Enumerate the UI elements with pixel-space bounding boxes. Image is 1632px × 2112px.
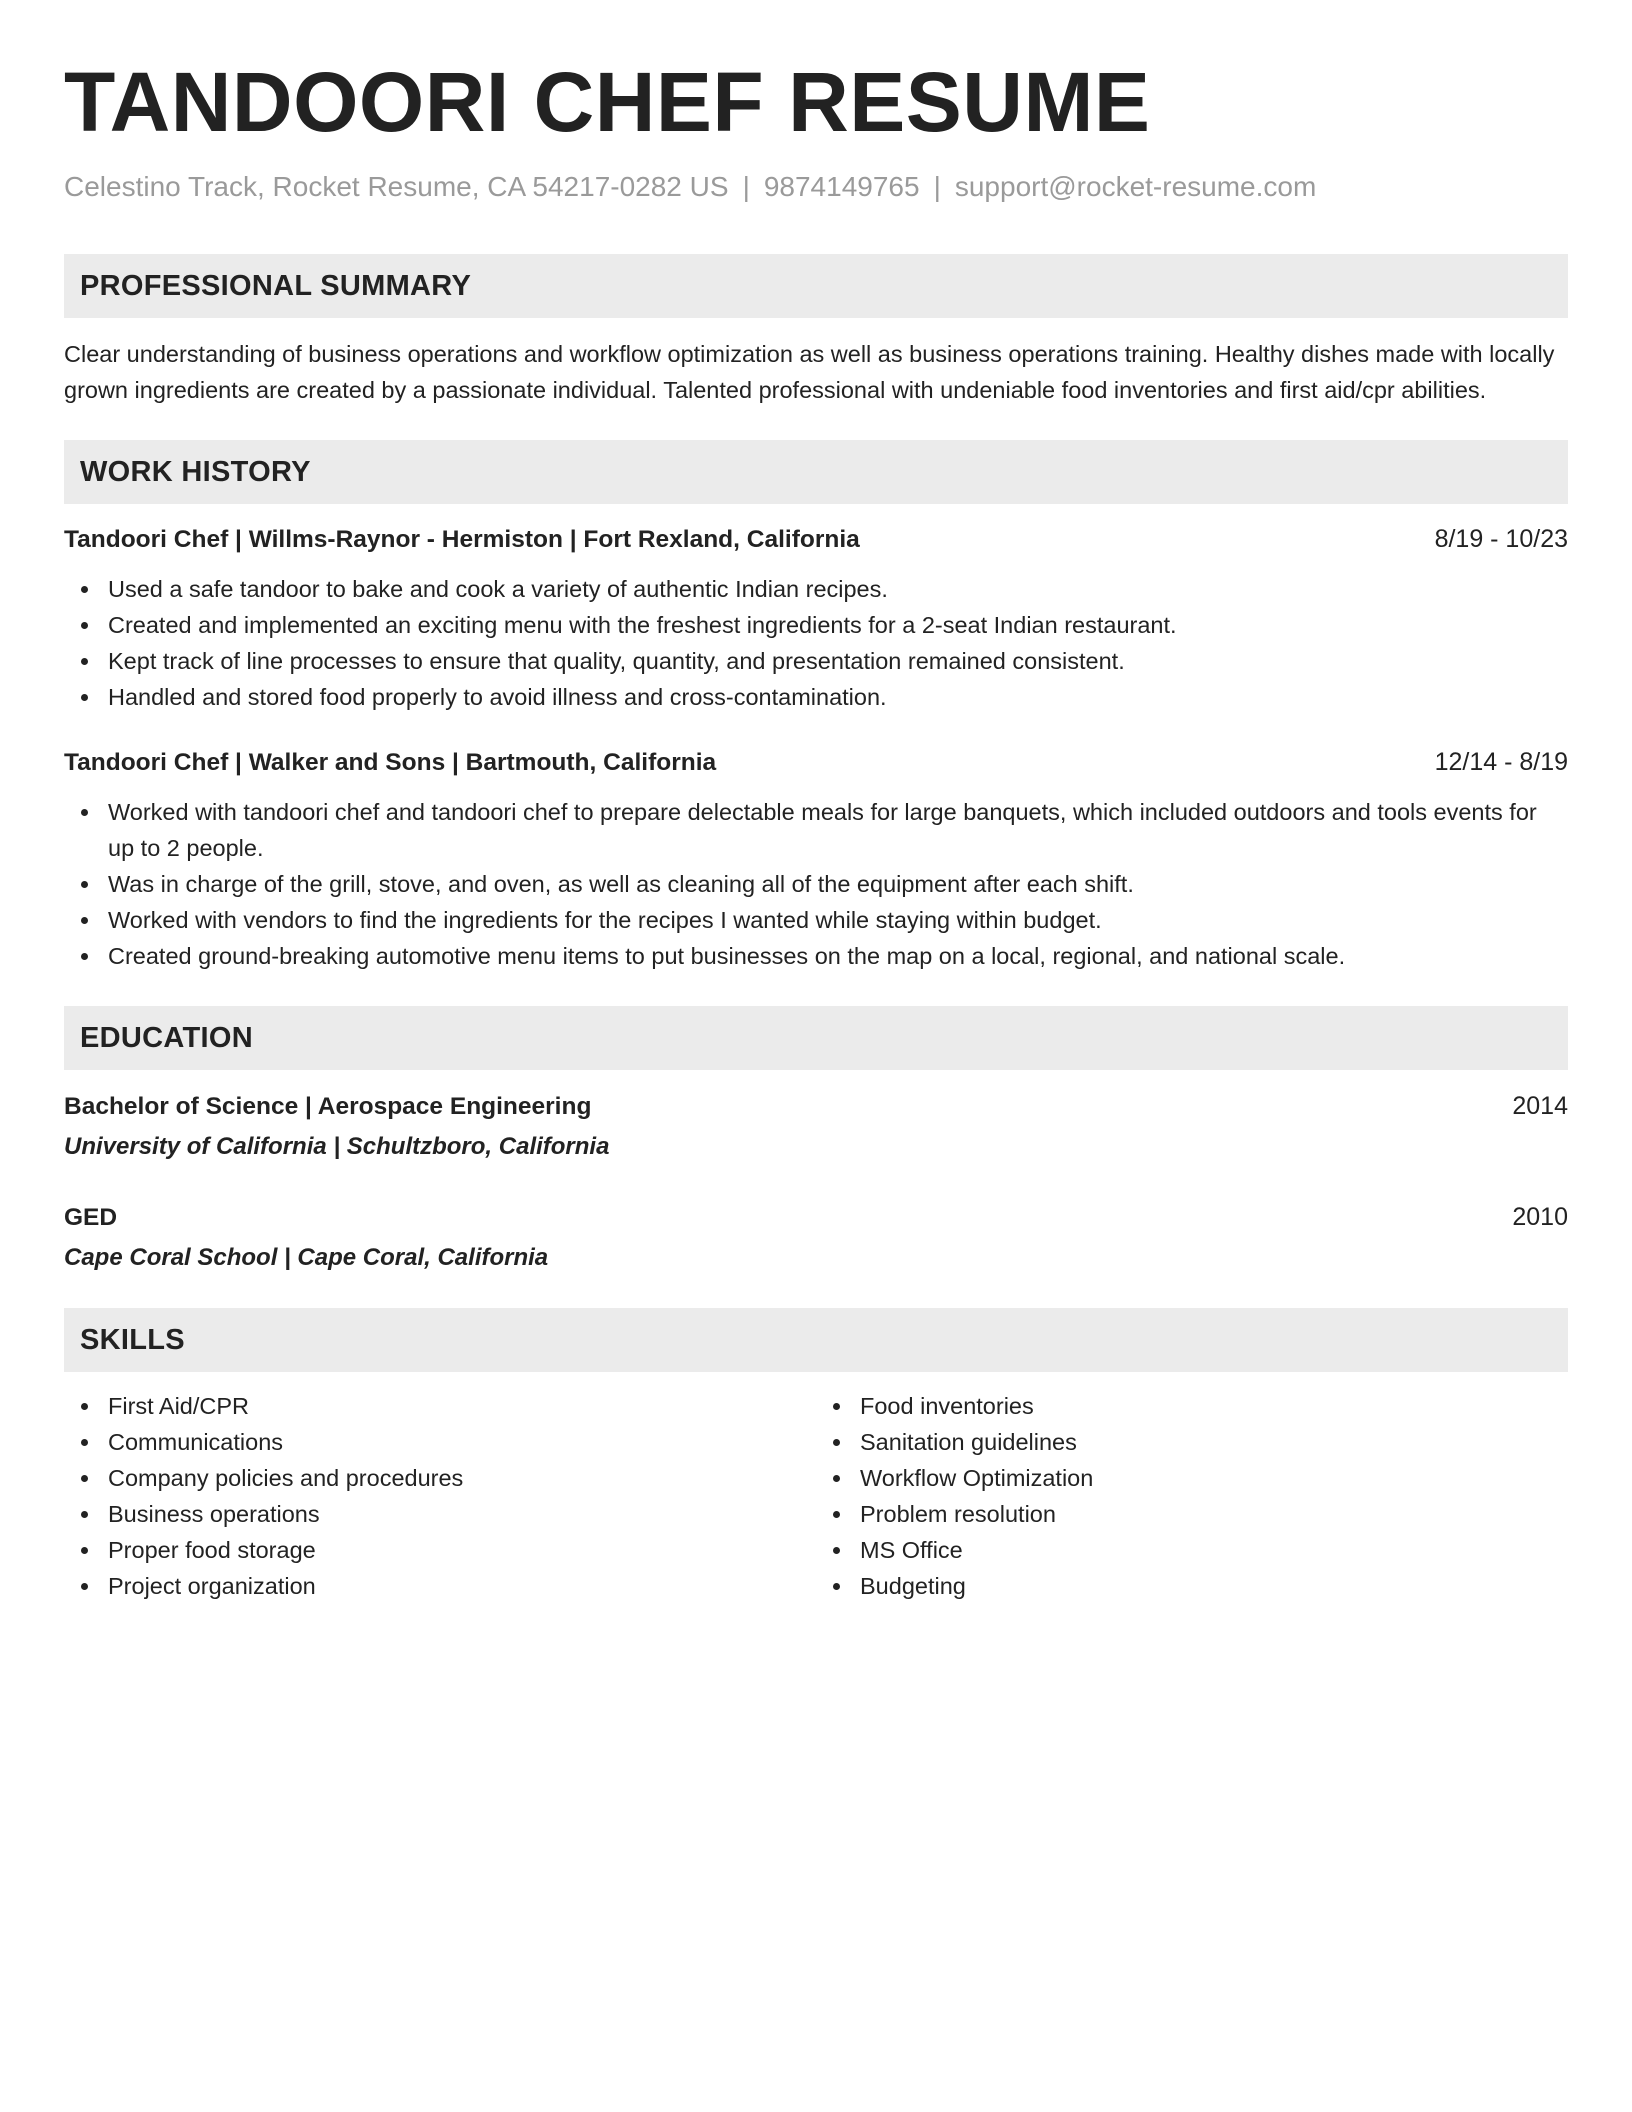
education-degree: GED <box>64 1204 118 1231</box>
list-item: Company policies and procedures <box>108 1460 816 1496</box>
contact-address: Celestino Track, Rocket Resume, CA 54217-0282 US <box>64 171 729 202</box>
job-entry <box>64 745 1568 974</box>
education-header <box>64 1088 1568 1125</box>
list-item: Worked with vendors to find the ingredients for the recipes I wanted while staying within budget. <box>108 902 1568 938</box>
contact-separator: | <box>933 171 941 202</box>
education-year: 2010 <box>1512 1203 1568 1231</box>
contact-separator: | <box>742 171 750 202</box>
job-bullets <box>64 794 1568 974</box>
list-item: MS Office <box>860 1532 1568 1568</box>
education-header <box>64 1199 1568 1236</box>
section-heading: SKILLS <box>80 1323 185 1356</box>
job-header <box>64 522 1568 557</box>
job-title: Tandoori Chef | Willms-Raynor - Hermiston | Fort Rexland, California <box>64 526 860 553</box>
page-title: TANDOORI CHEF RESUME <box>64 55 1151 149</box>
list-item: Used a safe tandoor to bake and cook a variety of authentic Indian recipes. <box>108 571 1568 607</box>
job-title: Tandoori Chef | Walker and Sons | Bartmouth, California <box>64 749 717 776</box>
section-header-work-history <box>64 440 1568 504</box>
list-item: Food inventories <box>860 1388 1568 1424</box>
list-item: Worked with tandoori chef and tandoori chef to prepare delectable meals for large banquets, which included outdoors and tools events for up to 2 people. <box>108 794 1568 866</box>
skills-list-left <box>64 1388 816 1604</box>
list-item: Budgeting <box>860 1568 1568 1604</box>
list-item: Workflow Optimization <box>860 1460 1568 1496</box>
section-heading: PROFESSIONAL SUMMARY <box>80 269 472 302</box>
education-year: 2014 <box>1512 1092 1568 1120</box>
section-heading: EDUCATION <box>80 1021 253 1054</box>
skills-list-right <box>816 1388 1568 1604</box>
job-dates: 12/14 - 8/19 <box>1434 748 1568 776</box>
list-item: Was in charge of the grill, stove, and oven, as well as cleaning all of the equipment after each shift. <box>108 866 1568 902</box>
list-item: Business operations <box>108 1496 816 1532</box>
contact-email: support@rocket-resume.com <box>954 171 1317 202</box>
section-header-education <box>64 1006 1568 1070</box>
section-header-skills <box>64 1308 1568 1372</box>
list-item: First Aid/CPR <box>108 1388 816 1424</box>
list-item: Problem resolution <box>860 1496 1568 1532</box>
contact-line <box>64 170 1568 204</box>
list-item: Project organization <box>108 1568 816 1604</box>
job-dates: 8/19 - 10/23 <box>1434 525 1568 553</box>
education-entry <box>64 1088 1568 1165</box>
education-school: Cape Coral School | Cape Coral, California <box>64 1244 549 1271</box>
section-header-summary <box>64 254 1568 318</box>
education-degree: Bachelor of Science | Aerospace Engineering <box>64 1093 592 1120</box>
list-item: Proper food storage <box>108 1532 816 1568</box>
list-item: Communications <box>108 1424 816 1460</box>
list-item: Created ground-breaking automotive menu items to put businesses on the map on a local, regional, and national scale. <box>108 938 1568 974</box>
education-school: University of California | Schultzboro, California <box>64 1133 610 1160</box>
section-heading: WORK HISTORY <box>80 455 311 488</box>
list-item: Handled and stored food properly to avoid illness and cross-contamination. <box>108 679 1568 715</box>
skills-columns <box>64 1388 1568 1604</box>
summary-text: Clear understanding of business operations and workflow optimization as well as business operations training. Healthy dishes made with locally grown ingredients are created by a passionate individual. Talented professional with undeniable food inventories and first aid/cpr abilities. <box>64 341 1555 403</box>
list-item: Kept track of line processes to ensure that quality, quantity, and presentation remained consistent. <box>108 643 1568 679</box>
job-bullets <box>64 571 1568 715</box>
list-item: Created and implemented an exciting menu with the freshest ingredients for a 2-seat Indian restaurant. <box>108 607 1568 643</box>
job-entry <box>64 522 1568 715</box>
education-entry <box>64 1199 1568 1276</box>
contact-phone: 9874149765 <box>763 171 920 202</box>
list-item: Sanitation guidelines <box>860 1424 1568 1460</box>
job-header <box>64 745 1568 780</box>
